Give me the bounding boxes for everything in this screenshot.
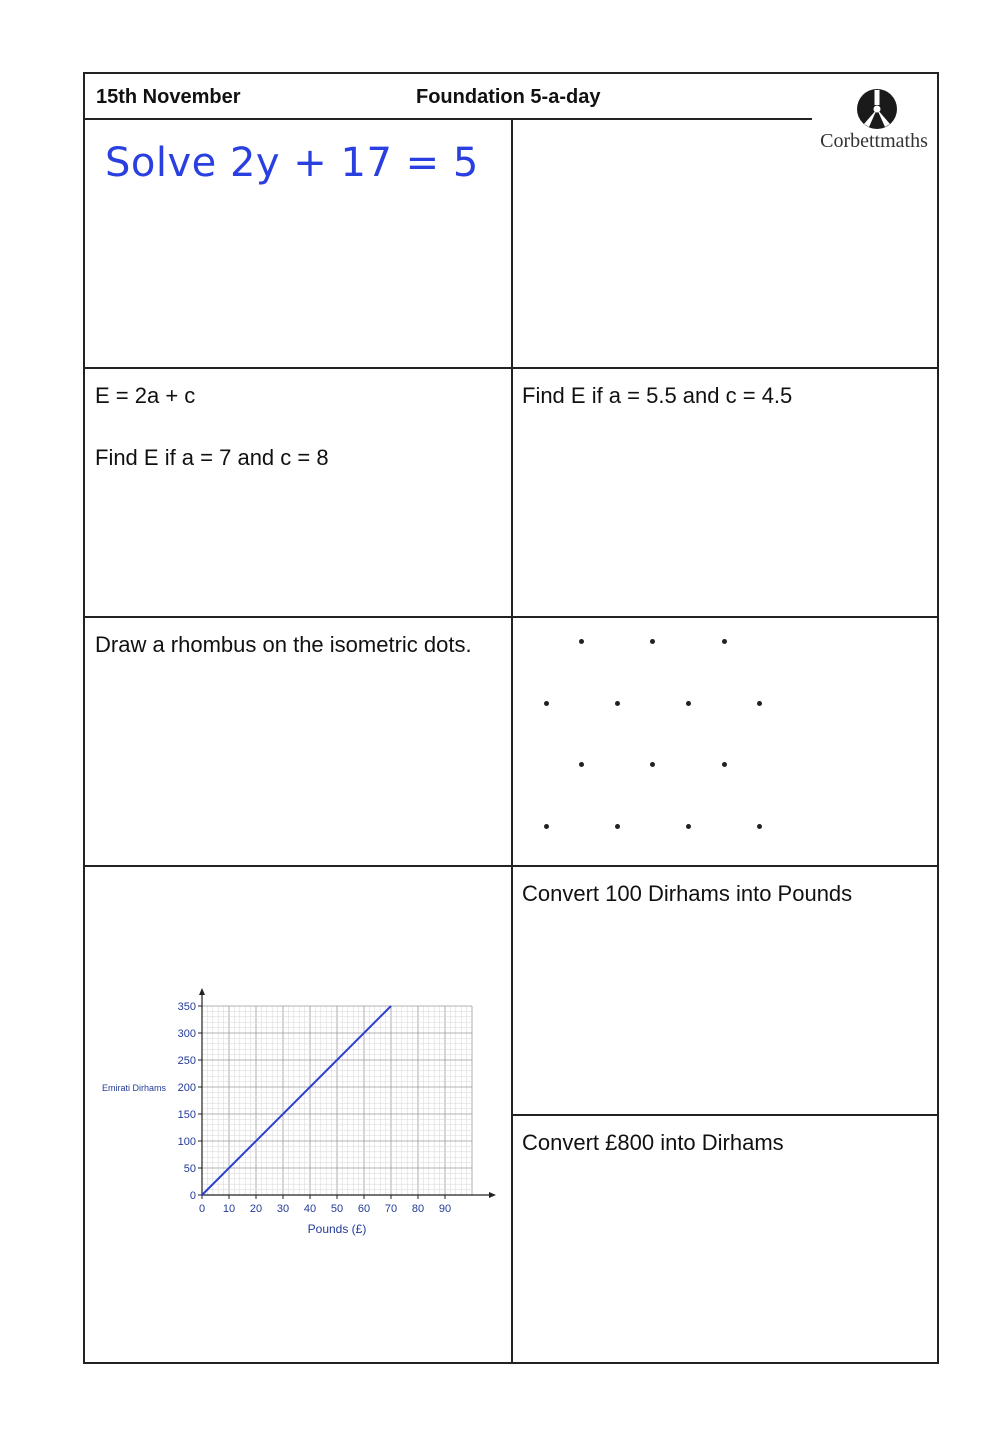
- y-tick-label: 50: [183, 1163, 196, 1175]
- x-tick-label: 30: [276, 1203, 290, 1215]
- isometric-dot: [615, 701, 620, 706]
- x-tick-label: 40: [303, 1203, 317, 1215]
- worksheet: [83, 72, 939, 1364]
- y-tick-label: 250: [177, 1055, 196, 1067]
- x-axis-label: Pounds (£): [307, 1222, 367, 1236]
- isometric-dot: [722, 639, 727, 644]
- question-6: Convert £800 into Dirhams: [522, 1130, 784, 1155]
- x-tick-label: 0: [198, 1203, 206, 1215]
- isometric-dot: [686, 701, 691, 706]
- x-tick-label: 80: [411, 1203, 425, 1215]
- y-tick-label: 150: [177, 1109, 196, 1121]
- isometric-dot: [615, 824, 620, 829]
- y-axis-arrow: [199, 988, 205, 995]
- isometric-dot: [544, 824, 549, 829]
- worksheet-date: 15th November: [96, 86, 241, 108]
- conversion-line: [202, 1006, 391, 1195]
- y-tick-label: 0: [189, 1190, 196, 1202]
- y-tick-label: 350: [177, 1001, 196, 1013]
- y-tick-label: 100: [177, 1136, 196, 1148]
- y-tick-label: 200: [177, 1082, 196, 1094]
- y-tick-label: 300: [177, 1028, 196, 1040]
- question-5: Convert 100 Dirhams into Pounds: [522, 881, 853, 906]
- row-divider-4: [511, 1114, 937, 1116]
- isometric-dot: [544, 701, 549, 706]
- isometric-dot: [650, 639, 655, 644]
- question-2-prompt: Find E if a = 7 and c = 8: [95, 445, 329, 470]
- y-axis-label: Emirati Dirhams: [101, 1083, 166, 1093]
- isometric-dot: [757, 824, 762, 829]
- question-3: Find E if a = 5.5 and c = 4.5: [522, 383, 793, 408]
- x-tick-label: 10: [222, 1203, 236, 1215]
- isometric-dot: [757, 701, 762, 706]
- x-tick-label: 60: [357, 1203, 371, 1215]
- x-tick-label: 90: [438, 1203, 452, 1215]
- x-tick-label: 70: [384, 1203, 398, 1215]
- logo-text: Corbettmaths: [820, 130, 928, 152]
- isometric-dot: [722, 762, 727, 767]
- x-axis-arrow: [489, 1192, 496, 1198]
- worksheet-title: Foundation 5-a-day: [416, 86, 601, 108]
- isometric-dot: [650, 762, 655, 767]
- question-4: Draw a rhombus on the isometric dots.: [95, 632, 472, 657]
- corbettmaths-logo-icon: [854, 88, 900, 130]
- conversion-graph: [85, 74, 511, 1364]
- question-2-formula: E = 2a + c: [95, 383, 196, 408]
- column-divider: [511, 118, 513, 1362]
- isometric-dot: [579, 639, 584, 644]
- isometric-dot: [579, 762, 584, 767]
- question-1: Solve 2y + 17 = 5: [105, 140, 479, 186]
- x-tick-label: 50: [330, 1203, 344, 1215]
- corbettmaths-logo: [812, 88, 936, 156]
- x-tick-label: 20: [249, 1203, 263, 1215]
- isometric-dot: [686, 824, 691, 829]
